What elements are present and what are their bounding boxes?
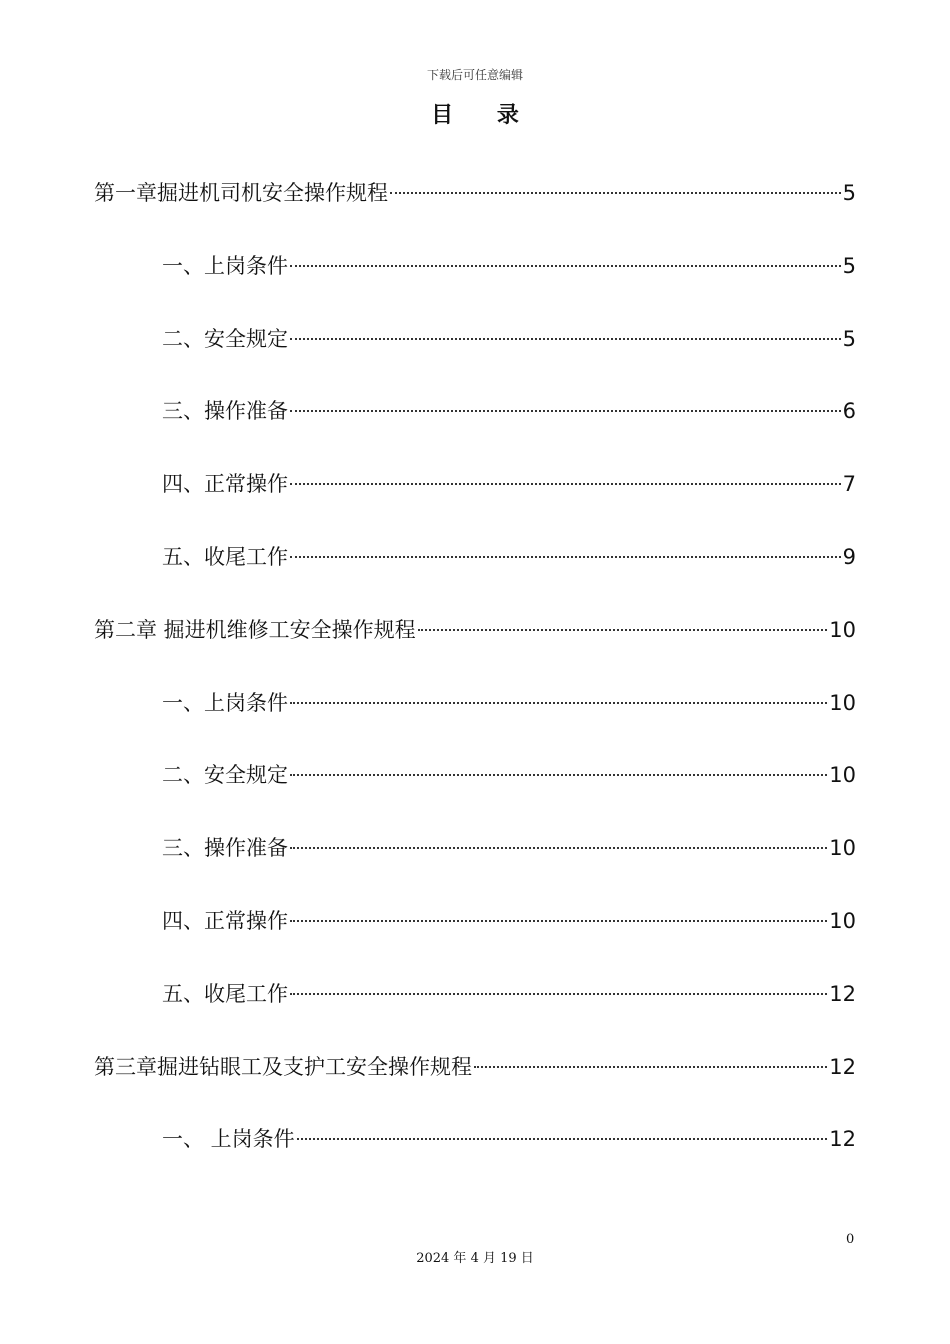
- toc-entry-page: 12: [829, 981, 856, 1006]
- toc-dot-leader: [290, 338, 841, 340]
- toc-entry-label: 第二章 掘进机维修工安全操作规程: [94, 617, 416, 642]
- toc-entry-page: 5: [842, 326, 856, 351]
- toc-dot-leader: [290, 702, 827, 704]
- toc-section-entry[interactable]: [162, 393, 856, 429]
- toc-entry-page: 10: [829, 909, 856, 933]
- toc-title: 目 录: [431, 103, 537, 128]
- footer-date: 2024 年 4 月 19 日: [416, 1251, 534, 1266]
- toc-dot-leader: [297, 1138, 828, 1140]
- toc-section-entry[interactable]: [162, 321, 856, 357]
- toc-dot-leader: [474, 1066, 827, 1068]
- toc-entry-label: 五、收尾工作: [162, 981, 288, 1006]
- toc-entry-label: 三、操作准备: [162, 399, 288, 424]
- toc-entry-label: 二、安全规定: [162, 763, 288, 788]
- toc-dot-leader: [290, 993, 827, 995]
- toc-dot-leader: [418, 629, 828, 631]
- toc-entry-label: 二、安全规定: [162, 326, 288, 351]
- toc-entry-label: 四、正常操作: [162, 472, 288, 497]
- toc-entry-page: 12: [829, 1127, 856, 1152]
- toc-section-entry[interactable]: [162, 466, 856, 502]
- toc-dot-leader: [290, 483, 841, 485]
- toc-entry-page: 7: [842, 472, 856, 497]
- toc-entry-label: 五、收尾工作: [162, 545, 288, 569]
- toc-section-entry[interactable]: [162, 539, 856, 575]
- toc-entry-label: 第一章掘进机司机安全操作规程: [94, 181, 388, 205]
- toc-entry-page: 12: [829, 1054, 856, 1079]
- header-note: 下载后可任意编辑: [426, 68, 523, 82]
- toc-entry-label: 一、 上岗条件: [162, 1127, 295, 1152]
- toc-section-entry[interactable]: [162, 685, 856, 721]
- toc-section-entry[interactable]: [162, 1121, 856, 1157]
- toc-entry-page: 10: [829, 836, 856, 861]
- toc-chapter-entry[interactable]: [94, 175, 856, 211]
- toc-section-entry[interactable]: [162, 248, 856, 284]
- toc-entry-page: 9: [842, 545, 856, 569]
- toc-section-entry[interactable]: [162, 830, 856, 866]
- toc-dot-leader: [290, 265, 841, 267]
- toc-entry-label: 四、正常操作: [162, 909, 288, 933]
- page-number: 0: [846, 1232, 855, 1247]
- toc-entry-page: 10: [829, 763, 856, 788]
- toc-entry-page: 5: [842, 253, 856, 278]
- toc-entry-page: 5: [842, 181, 856, 205]
- toc-dot-leader: [290, 847, 827, 849]
- toc-entry-page: 10: [829, 690, 856, 715]
- toc-entry-page: 6: [842, 399, 856, 424]
- toc-dot-leader: [290, 556, 841, 558]
- toc-dot-leader: [290, 410, 841, 412]
- toc-dot-leader: [290, 774, 827, 776]
- toc-section-entry[interactable]: [162, 976, 856, 1012]
- toc-dot-leader: [390, 192, 841, 194]
- toc-entry-label: 第三章掘进钻眼工及支护工安全操作规程: [94, 1054, 472, 1079]
- toc-chapter-entry[interactable]: [94, 1049, 856, 1085]
- toc-dot-leader: [290, 920, 827, 922]
- toc-entry-label: 三、操作准备: [162, 836, 288, 861]
- toc-section-entry[interactable]: [162, 757, 856, 793]
- toc-section-entry[interactable]: [162, 903, 856, 939]
- toc-chapter-entry[interactable]: [94, 612, 856, 648]
- toc-entry-page: 10: [829, 617, 856, 642]
- toc-entry-label: 一、上岗条件: [162, 253, 288, 278]
- toc-entry-label: 一、上岗条件: [162, 690, 288, 715]
